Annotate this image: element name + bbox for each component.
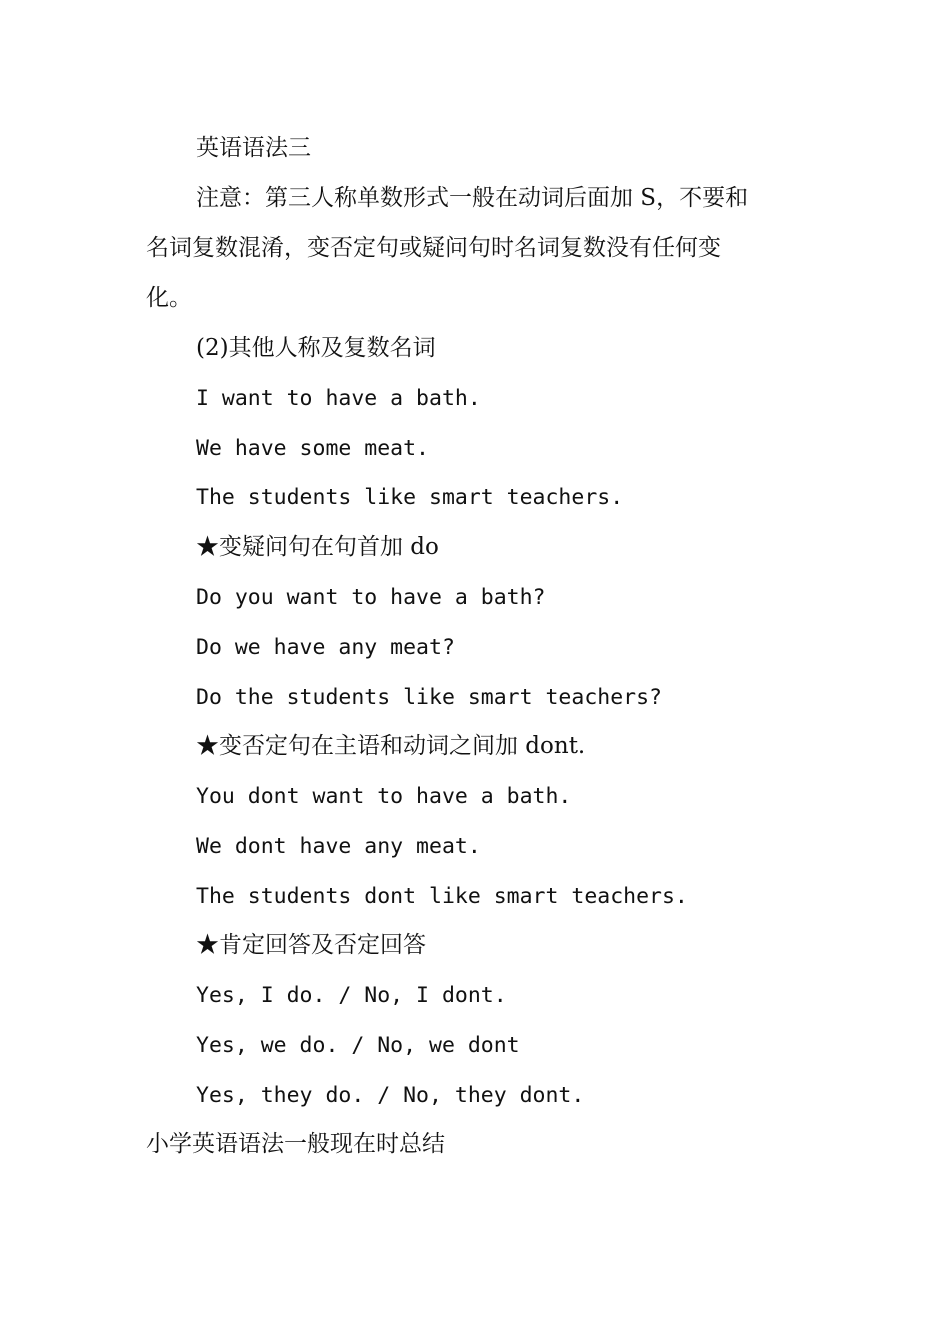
footer-title: 小学英语语法一般现在时总结 — [146, 1131, 445, 1157]
note-line-3: 化。 — [146, 285, 192, 311]
answer-sentence: Yes, I do. / No, I dont. — [196, 983, 507, 1008]
question-sentence: Do you want to have a bath? — [196, 585, 546, 610]
negative-sentence: The students dont like smart teachers. — [196, 884, 688, 909]
answer-sentence: Yes, they do. / No, they dont. — [196, 1083, 585, 1108]
example-sentence: The students like smart teachers. — [196, 485, 624, 510]
example-sentence: I want to have a bath. — [196, 386, 481, 411]
negative-sentence: You dont want to have a bath. — [196, 784, 572, 809]
heading: 英语语法三 — [196, 135, 311, 161]
answer-sentence: Yes, we do. / No, we dont — [196, 1033, 520, 1058]
question-sentence: Do the students like smart teachers? — [196, 685, 662, 710]
question-sentence: Do we have any meat? — [196, 635, 455, 660]
answer-rule: ★肯定回答及否定回答 — [196, 932, 426, 958]
question-rule: ★变疑问句在句首加 do — [196, 534, 439, 560]
negative-sentence: We dont have any meat. — [196, 834, 481, 859]
example-sentence: We have some meat. — [196, 436, 429, 461]
negative-rule: ★变否定句在主语和动词之间加 dont. — [196, 733, 586, 759]
section-title: (2)其他人称及复数名词 — [196, 335, 436, 361]
note-line-2: 名词复数混淆，变否定句或疑问句时名词复数没有任何变 — [146, 235, 721, 261]
note-line-1: 注意：第三人称单数形式一般在动词后面加 S，不要和 — [196, 185, 749, 211]
